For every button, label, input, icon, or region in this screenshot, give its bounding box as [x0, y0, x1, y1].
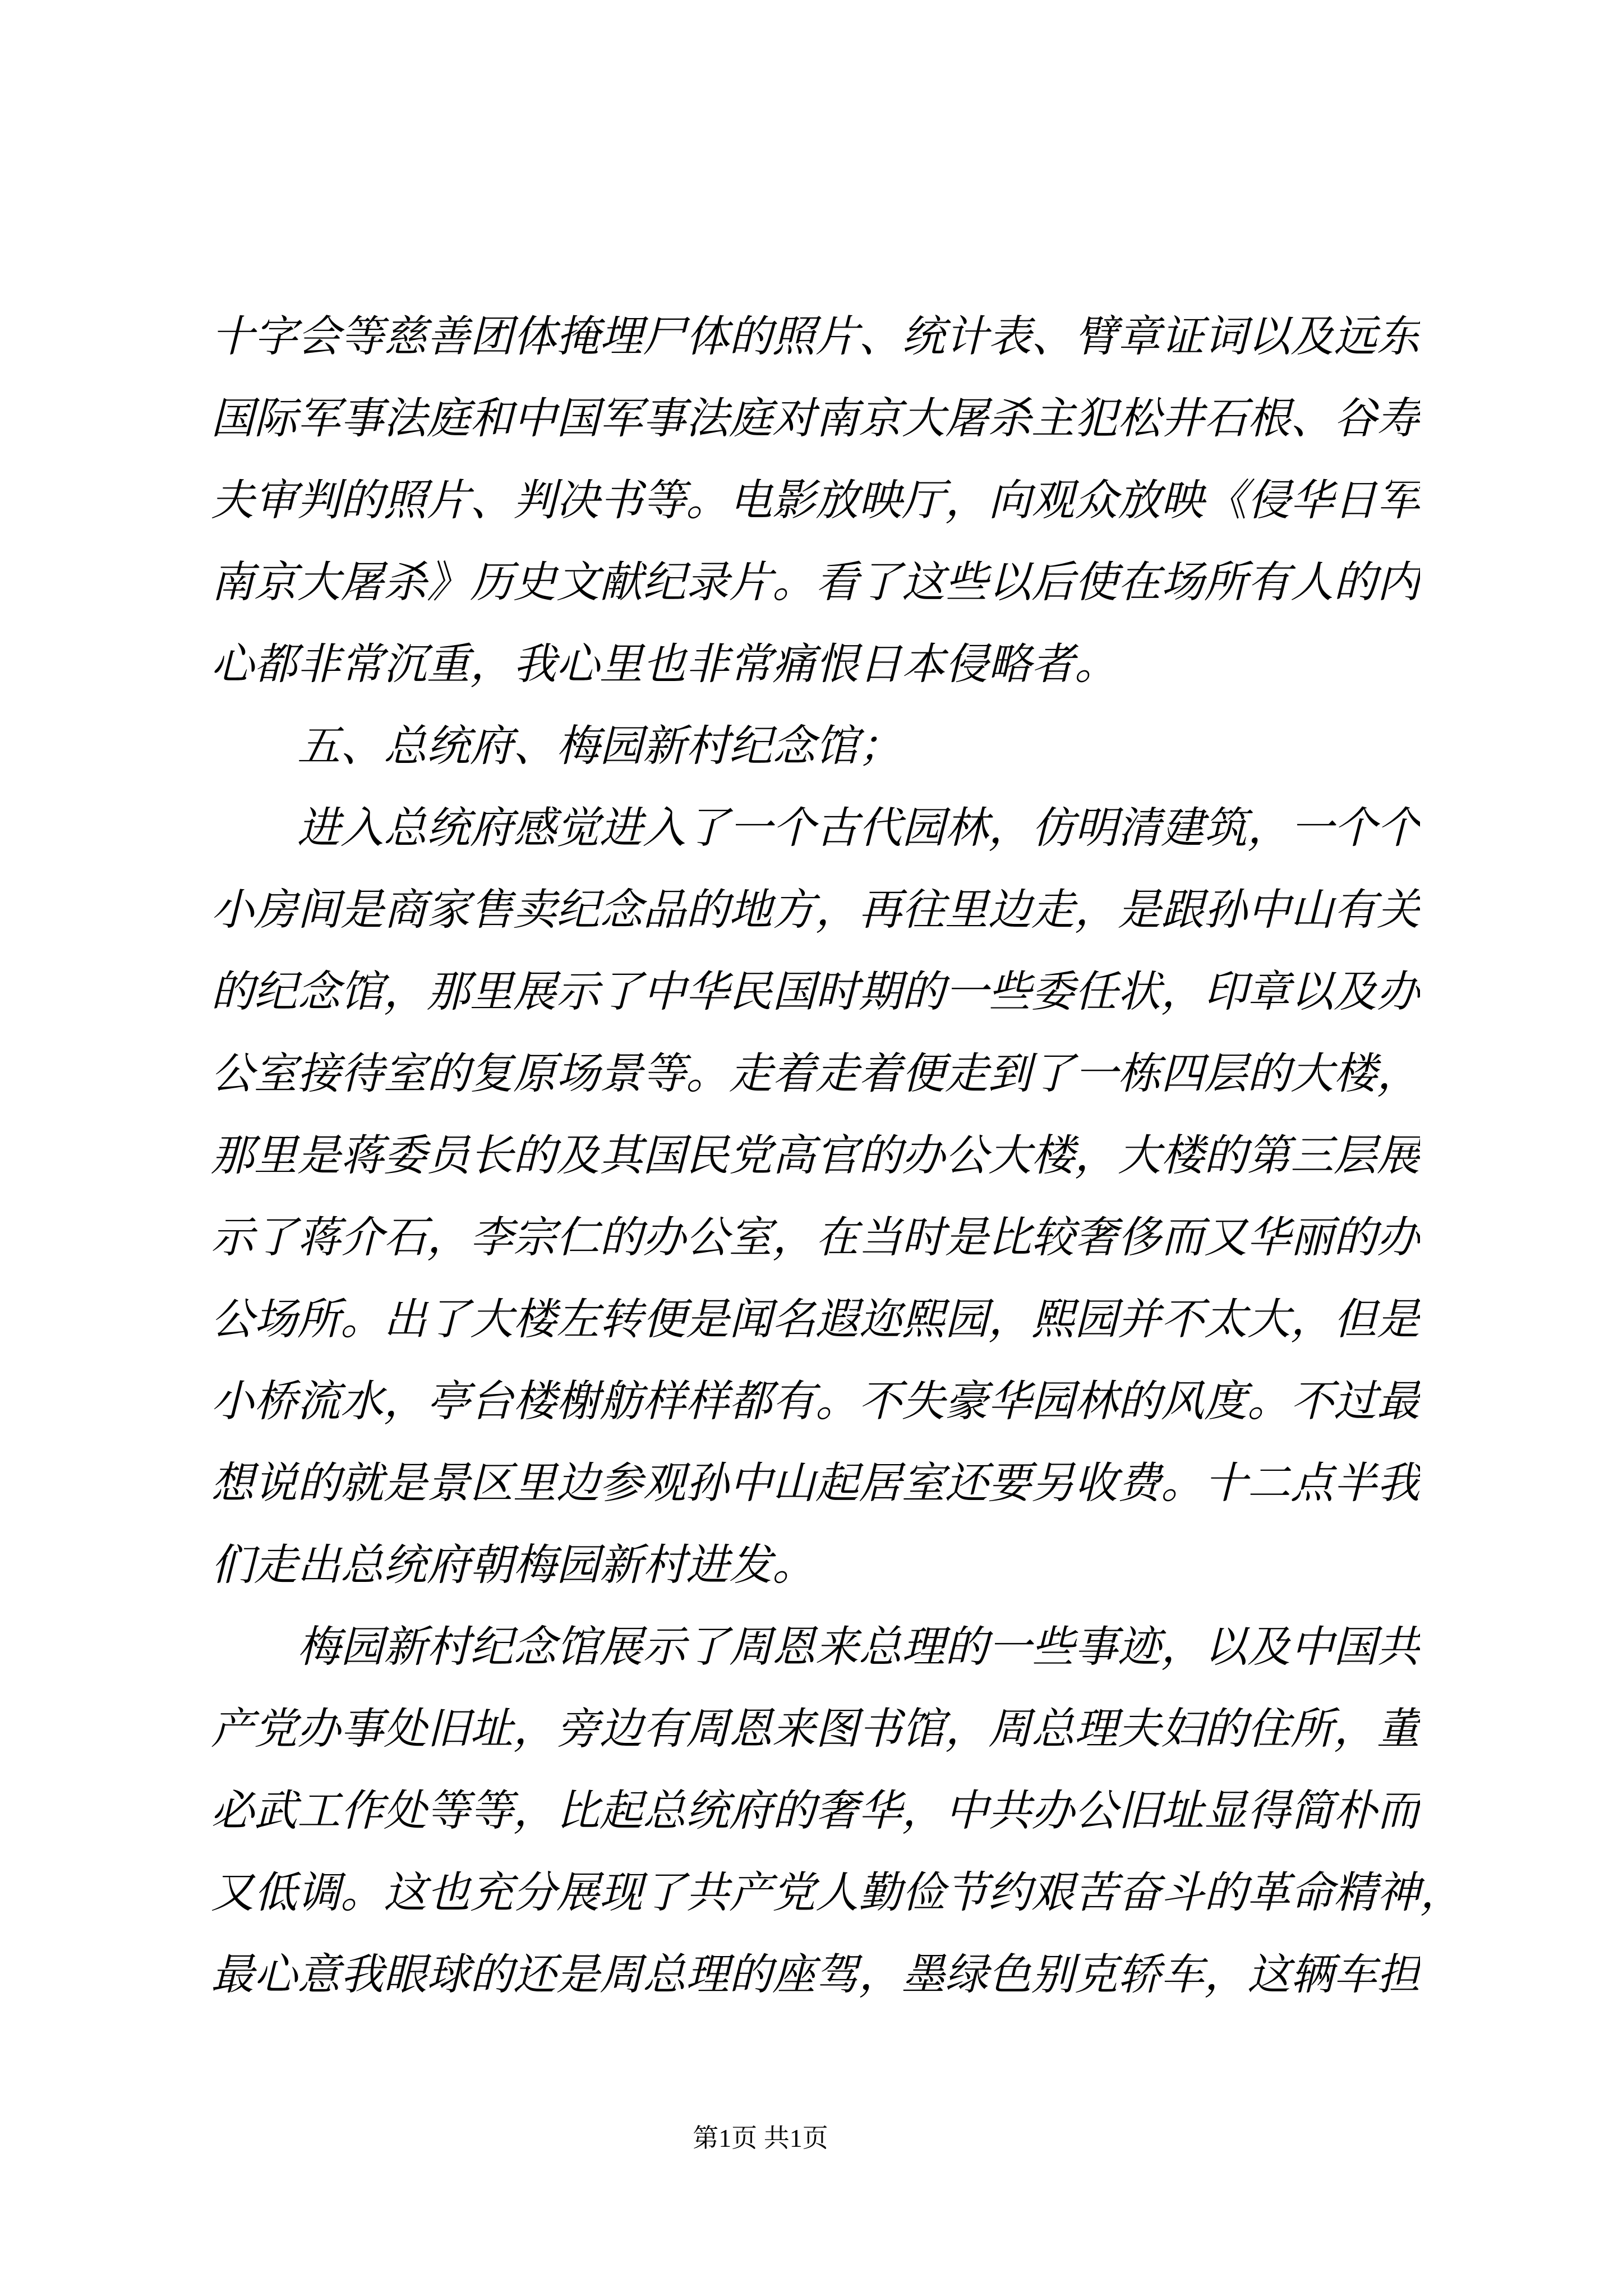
text-line: 小桥流水，亭台楼榭舫样样都有。不失豪华园林的风度。不过最: [211, 1377, 1420, 1425]
text-line: 们走出总统府朝梅园新村进发。: [211, 1541, 815, 1589]
text-line: 想说的就是景区里边参观孙中山起居室还要另收费。十二点半我: [211, 1459, 1420, 1507]
text-line: 国际军事法庭和中国军事法庭对南京大屠杀主犯松井石根、谷寿: [211, 394, 1420, 443]
page-number: 第1页 共1页: [693, 2124, 828, 2152]
text-line: 必武工作处等等，比起总统府的奢华，中共办公旧址显得简朴而: [211, 1787, 1420, 1835]
text-line: 五、总统府、梅园新村纪念馆；: [211, 722, 902, 770]
page-footer: [0, 2122, 1521, 2155]
text-line: 又低调。这也充分展现了共产党人勤俭节约艰苦奋斗的革命精神，: [211, 1869, 1463, 1917]
text-line: 公室接待室的复原场景等。走着走着便走到了一栋四层的大楼，: [211, 1050, 1420, 1098]
text-line: 那里是蒋委员长的及其国民党高官的办公大楼，大楼的第三层展: [211, 1131, 1420, 1180]
text-line: 的纪念馆，那里展示了中华民国时期的一些委任状，印章以及办: [211, 968, 1420, 1016]
text-line: 南京大屠杀》历史文献纪录片。看了这些以后使在场所有人的内: [211, 558, 1420, 606]
text-line: 示了蒋介石，李宗仁的办公室，在当时是比较奢侈而又华丽的办: [211, 1213, 1420, 1262]
document-body-text: [211, 296, 1463, 2016]
text-line: 进入总统府感觉进入了一个古代园林，仿明清建筑，一个个: [211, 804, 1420, 852]
text-line: 夫审判的照片、判决书等。电影放映厅，向观众放映《侵华日军: [211, 476, 1420, 524]
text-line: 产党办事处旧址，旁边有周恩来图书馆，周总理夫妇的住所，董: [211, 1705, 1420, 1753]
text-line: 梅园新村纪念馆展示了周恩来总理的一些事迹，以及中国共: [211, 1623, 1420, 1671]
text-line: 公场所。出了大楼左转便是闻名遐迩熙园，熙园并不太大，但是: [211, 1295, 1420, 1343]
text-line: 最心意我眼球的还是周总理的座驾，墨绿色别克轿车，这辆车担: [211, 1950, 1420, 1999]
text-line: 心都非常沉重，我心里也非常痛恨日本侵略者。: [211, 640, 1118, 688]
text-line: 十字会等慈善团体掩埋尸体的照片、统计表、臂章证词以及远东: [211, 312, 1420, 361]
text-line: 小房间是商家售卖纪念品的地方，再往里边走，是跟孙中山有关: [211, 886, 1420, 934]
